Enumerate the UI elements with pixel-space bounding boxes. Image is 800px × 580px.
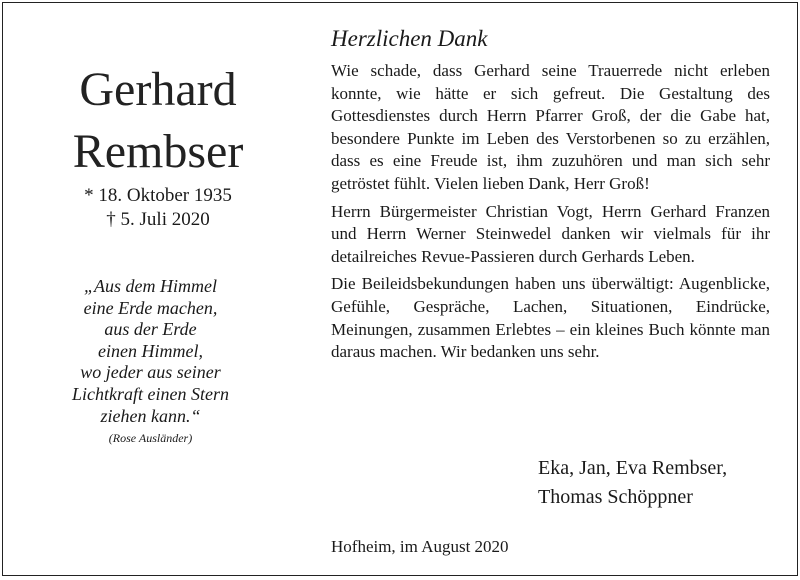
quote-line: wo jeder aus seiner [80,362,221,383]
signer-line: Eka, Jan, Eva Rembser, [538,457,728,479]
left-column [3,3,313,575]
deceased-first-name: Gerhard [79,63,237,116]
quote-source: (Rose Ausländer) [108,431,193,446]
quote-line: „Aus dem Himmel [84,276,217,296]
thanks-paragraph: Wie schade, dass Gerhard seine Trauerrede nicht erleben konnte, wie hätte er sich gefreut. Die Gestaltung des Gottesdienstes durch Herrn Pfarrer Groß, der die Gabe hat, besondere Punkte im Leben des Verstorbenen so zu erzählen, dass es eine Freude ist, ihm zuzuhören und man sich sehr getröstet fühlt. Vielen lieben Dank, Herr Groß! [331,61,770,193]
thanks-paragraph: Herrn Bürgermeister Christian Vogt, Herrn Gerhard Franzen und Herrn Werner Steinwedel danken wir vielmals für ihr detailreiches Revue-Passieren durch Gerhards Leben. [331,201,770,266]
deceased-last-name: Rembser [72,125,244,178]
signer-line: Thomas Schöppner [538,486,693,508]
thanks-heading: Herzlichen Dank [331,26,488,51]
life-dates [3,184,313,232]
thanks-paragraph: Die Beileidsbekundungen haben uns überwältigt: Augenblicke, Gefühle, Gespräche, Lachen, Situationen, Eindrücke, Meinungen, zusammen Erlebtes – ein kleines Buch könnte man daraus machen. Wir bedanken uns sehr. [331,274,770,362]
memorial-quote [3,276,298,446]
quote-line: einen Himmel, [98,340,203,361]
signers [538,454,727,512]
quote-line: aus der Erde [104,319,197,340]
place-and-date: Hofheim, im August 2020 [331,537,509,556]
thanks-text [331,60,770,369]
right-column [330,3,770,575]
obituary-notice [2,2,798,576]
death-date: † 5. Juli 2020 [106,209,210,230]
quote-line: ziehen kann.“ [100,405,201,426]
quote-line: eine Erde machen, [83,297,218,318]
quote-line: Lichtkraft einen Stern [72,383,229,404]
birth-date: * 18. Oktober 1935 [84,185,232,206]
